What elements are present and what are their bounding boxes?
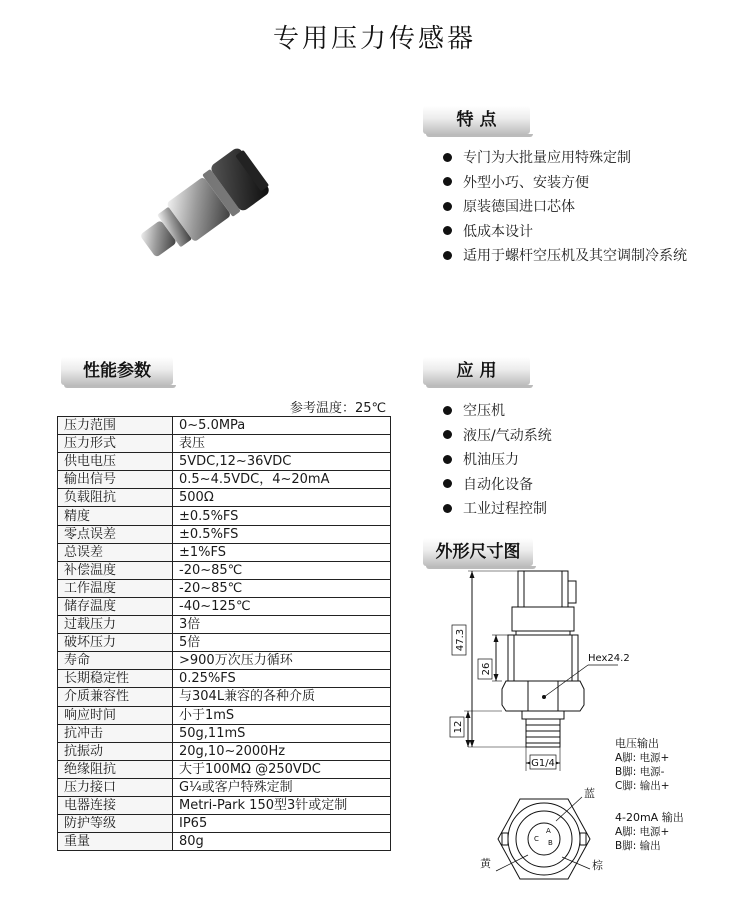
list-item <box>443 424 552 449</box>
voltage-output-title: 电压输出 <box>615 737 659 750</box>
spec-name-cell: 补偿温度 <box>58 561 173 579</box>
spec-name-cell: 长期稳定性 <box>58 670 173 688</box>
list-item <box>443 448 552 473</box>
spec-value-cell: 与304L兼容的各种介质 <box>173 688 391 706</box>
spec-name-cell: 负载阻抗 <box>58 489 173 507</box>
spec-value-cell: ±0.5%FS <box>173 507 391 525</box>
wire-yellow-label: 黄 <box>480 857 491 870</box>
list-item <box>443 473 552 498</box>
wire-brown-label: 棕 <box>592 859 603 872</box>
bullet-icon <box>443 406 452 415</box>
spec-value-cell: 500Ω <box>173 489 391 507</box>
spec-name-cell: 工作温度 <box>58 579 173 597</box>
applications-heading <box>423 357 530 385</box>
application-label: 液压/气动系统 <box>463 427 552 444</box>
table-row <box>58 471 391 489</box>
application-label: 自动化设备 <box>463 476 533 493</box>
bullet-icon <box>443 226 452 235</box>
heading-shadow <box>426 134 533 137</box>
current-output-title: 4-20mA 输出 <box>615 811 684 824</box>
spec-value-cell: 大于100MΩ @250VDC <box>173 760 391 778</box>
spec-value-cell: 0.25%FS <box>173 670 391 688</box>
table-row <box>58 778 391 796</box>
spec-table <box>57 416 391 851</box>
reference-temperature: 参考温度：25℃ <box>290 401 387 416</box>
application-label: 空压机 <box>463 403 505 419</box>
specs-heading <box>61 357 173 385</box>
table-row <box>58 815 391 833</box>
spec-name-cell: 过载压力 <box>58 616 173 634</box>
applications-heading-label: 应 用 <box>456 361 497 381</box>
spec-name-cell: 供电电压 <box>58 453 173 471</box>
list-item <box>443 146 687 171</box>
pin-b-label: B <box>548 839 553 847</box>
spec-value-cell: -20~85℃ <box>173 579 391 597</box>
drawing-heading <box>423 538 533 566</box>
spec-value-cell: -40~125℃ <box>173 597 391 615</box>
dimension-drawing <box>440 565 740 905</box>
list-item <box>443 171 687 196</box>
list-item <box>443 220 687 245</box>
feature-label: 低成本设计 <box>463 223 533 240</box>
spec-name-cell: 抗冲击 <box>58 724 173 742</box>
spec-name-cell: 破坏压力 <box>58 634 173 652</box>
table-row <box>58 760 391 778</box>
spec-value-cell: 0.5~4.5VDC，4~20mA <box>173 471 391 489</box>
bullet-icon <box>443 430 452 439</box>
current-pin-a: A脚: 电源+ <box>615 826 670 838</box>
table-row <box>58 579 391 597</box>
table-row <box>58 507 391 525</box>
feature-label: 原装德国进口芯体 <box>463 199 575 215</box>
spec-name-cell: 压力接口 <box>58 778 173 796</box>
list-item <box>443 399 552 424</box>
features-heading-label: 特 点 <box>456 110 497 130</box>
list-item <box>443 497 552 522</box>
table-row <box>58 833 391 851</box>
spec-value-cell: 5倍 <box>173 634 391 652</box>
list-item <box>443 195 687 220</box>
table-row <box>58 489 391 507</box>
table-row <box>58 634 391 652</box>
bullet-icon <box>443 153 452 162</box>
spec-value-cell: -20~85℃ <box>173 561 391 579</box>
spec-value-cell: 0~5.0MPa <box>173 417 391 435</box>
table-row <box>58 616 391 634</box>
bullet-icon <box>443 504 452 513</box>
voltage-pin-b: B脚: 电源- <box>615 766 665 778</box>
table-row <box>58 724 391 742</box>
bullet-icon <box>443 177 452 186</box>
thread-label: G1/4 <box>531 758 555 769</box>
feature-label: 专门为大批量应用特殊定制 <box>463 150 631 166</box>
feature-label: 适用于螺杆空压机及其空调制冷系统 <box>463 248 687 264</box>
table-row <box>58 561 391 579</box>
heading-shadow <box>64 385 176 388</box>
spec-name-cell: 输出信号 <box>58 471 173 489</box>
spec-value-cell: 5VDC,12~36VDC <box>173 453 391 471</box>
voltage-pin-a: A脚: 电源+ <box>615 752 670 764</box>
spec-name-cell: 重量 <box>58 833 173 851</box>
spec-value-cell: IP65 <box>173 815 391 833</box>
table-row <box>58 688 391 706</box>
spec-value-cell: 3倍 <box>173 616 391 634</box>
spec-name-cell: 储存温度 <box>58 597 173 615</box>
dim-total-label: 47.3 <box>455 628 466 652</box>
spec-value-cell: 50g,11mS <box>173 724 391 742</box>
hex-label: Hex24.2 <box>588 653 630 664</box>
table-row <box>58 742 391 760</box>
pin-c-label: C <box>534 835 539 843</box>
current-pin-b: B脚: 输出 <box>615 840 661 852</box>
spec-value-cell: 80g <box>173 833 391 851</box>
features-list <box>443 146 687 269</box>
specs-heading-label: 性能参数 <box>83 361 151 381</box>
spec-name-cell: 响应时间 <box>58 706 173 724</box>
application-label: 机油压力 <box>463 452 519 468</box>
spec-name-cell: 总误差 <box>58 543 173 561</box>
feature-label: 外型小巧、安装方便 <box>463 174 589 191</box>
features-heading <box>423 106 530 134</box>
spec-value-cell: 小于1mS <box>173 706 391 724</box>
spec-name-cell: 零点误差 <box>58 525 173 543</box>
spec-name-cell: 精度 <box>58 507 173 525</box>
drawing-heading-label: 外形尺寸图 <box>435 542 521 562</box>
table-row <box>58 417 391 435</box>
spec-name-cell: 寿命 <box>58 652 173 670</box>
table-row <box>58 525 391 543</box>
spec-value-cell: Metri-Park 150型3针或定制 <box>173 796 391 814</box>
spec-name-cell: 电器连接 <box>58 796 173 814</box>
spec-name-cell: 压力形式 <box>58 435 173 453</box>
spec-name-cell: 压力范围 <box>58 417 173 435</box>
spec-name-cell: 防护等级 <box>58 815 173 833</box>
table-row <box>58 543 391 561</box>
spec-value-cell: 20g,10~2000Hz <box>173 742 391 760</box>
heading-shadow <box>426 385 533 388</box>
dim-thread-label: 12 <box>453 720 464 734</box>
spec-name-cell: 绝缘阻抗 <box>58 760 173 778</box>
voltage-pin-c: C脚: 输出+ <box>615 780 670 792</box>
applications-list <box>443 399 552 522</box>
table-row <box>58 706 391 724</box>
spec-name-cell: 抗振动 <box>58 742 173 760</box>
table-row <box>58 453 391 471</box>
table-row <box>58 652 391 670</box>
spec-value-cell: G¼或客户特殊定制 <box>173 778 391 796</box>
dim-body-label: 26 <box>481 662 492 676</box>
table-row <box>58 796 391 814</box>
wire-blue-label: 蓝 <box>584 787 595 800</box>
bullet-icon <box>443 455 452 464</box>
pin-a-label: A <box>546 827 551 835</box>
bullet-icon <box>443 202 452 211</box>
product-photo <box>118 140 278 280</box>
spec-value-cell: ±1%FS <box>173 543 391 561</box>
spec-value-cell: 表压 <box>173 435 391 453</box>
list-item <box>443 244 687 269</box>
table-row <box>58 670 391 688</box>
spec-name-cell: 介质兼容性 <box>58 688 173 706</box>
spec-value-cell: >900万次压力循环 <box>173 652 391 670</box>
application-label: 工业过程控制 <box>463 501 547 517</box>
table-row <box>58 435 391 453</box>
bullet-icon <box>443 251 452 260</box>
spec-value-cell: ±0.5%FS <box>173 525 391 543</box>
table-row <box>58 597 391 615</box>
bullet-icon <box>443 479 452 488</box>
page-title: 专用压力传感器 <box>272 24 476 54</box>
